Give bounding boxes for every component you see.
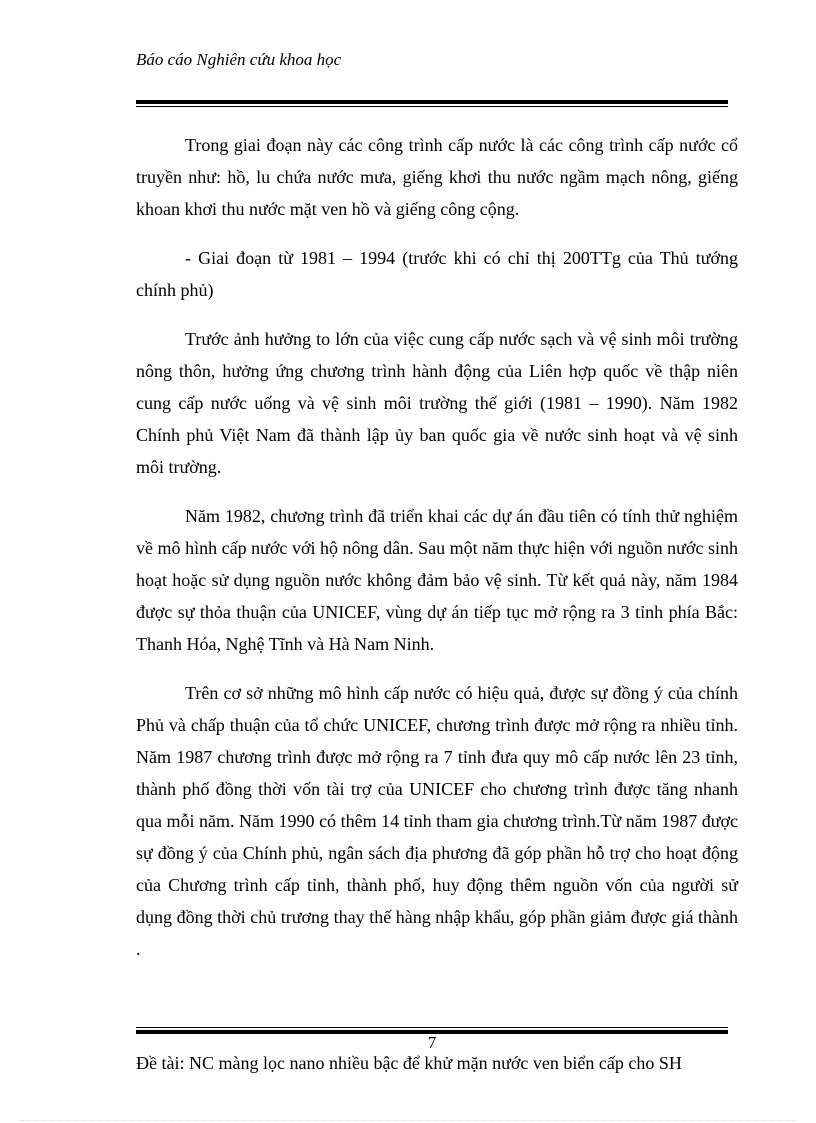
header-rule: [136, 100, 728, 107]
paragraph-3: Trước ảnh hưởng to lớn của việc cung cấp nước sạch và vệ sinh môi trường nông thôn, hưởng ứng chương trình hành động của Liên hợp quốc về thập niên cung cấp nước uống và vệ sinh môi trường thế giới (1981 – 1990). Năm 1982 Chính phủ Việt Nam đã thành lập ủy ban quốc gia về nước sinh hoạt và vệ sinh môi trường.: [136, 329, 738, 477]
page-edge-divider: [20, 1120, 796, 1121]
running-header: Báo cáo Nghiên cứu khoa học: [136, 50, 342, 69]
paragraph-1: Trong giai đoạn này các công trình cấp nước là các công trình cấp nước cổ truyền như: hồ, lu chứa nước mưa, giếng khơi thu nước ngầm mạch nông, giếng khoan khơi thu nước mặt ven hồ và giếng công cộng.: [136, 135, 738, 219]
body-text: [136, 129, 738, 982]
page-number: 7: [427, 1033, 437, 1052]
paragraph-2: - Giai đoạn từ 1981 – 1994 (trước khi có chỉ thị 200TTg của Thủ tướng chính phủ): [136, 248, 738, 300]
footer-topic: Đề tài: NC màng lọc nano nhiều bậc để khử mặn nước ven biển cấp cho SH: [136, 1053, 682, 1073]
paragraph-5: Trên cơ sở những mô hình cấp nước có hiệu quả, được sự đồng ý của chính Phủ và chấp thuận của tổ chức UNICEF, chương trình được mở rộng ra nhiều tỉnh. Năm 1987 chương trình được mở rộng ra 7 tỉnh đưa quy mô cấp nước lên 23 tỉnh, thành phố đồng thời vốn tài trợ của UNICEF cho chương trình được tăng nhanh qua mỗi năm. Năm 1990 có thêm 14 tỉnh tham gia chương trình.Từ năm 1987 được sự đồng ý của Chính phủ, ngân sách địa phương đã góp phần hỗ trợ cho hoạt động của Chương trình cấp tỉnh, thành phố, huy động thêm nguồn vốn của người sử dụng đồng thời chủ trương thay thế hàng nhập khẩu, góp phần giảm được giá thành .: [136, 683, 738, 959]
paragraph-4: Năm 1982, chương trình đã triển khai các dự án đầu tiên có tính thử nghiệm về mô hình cấp nước với hộ nông dân. Sau một năm thực hiện với nguồn nước sinh hoạt hoặc sử dụng nguồn nước không đảm bảo vệ sinh. Từ kết quả này, năm 1984 được sự thỏa thuận của UNICEF, vùng dự án tiếp tục mở rộng ra 3 tỉnh phía Bắc: Thanh Hóa, Nghệ Tĩnh và Hà Nam Ninh.: [136, 506, 738, 654]
